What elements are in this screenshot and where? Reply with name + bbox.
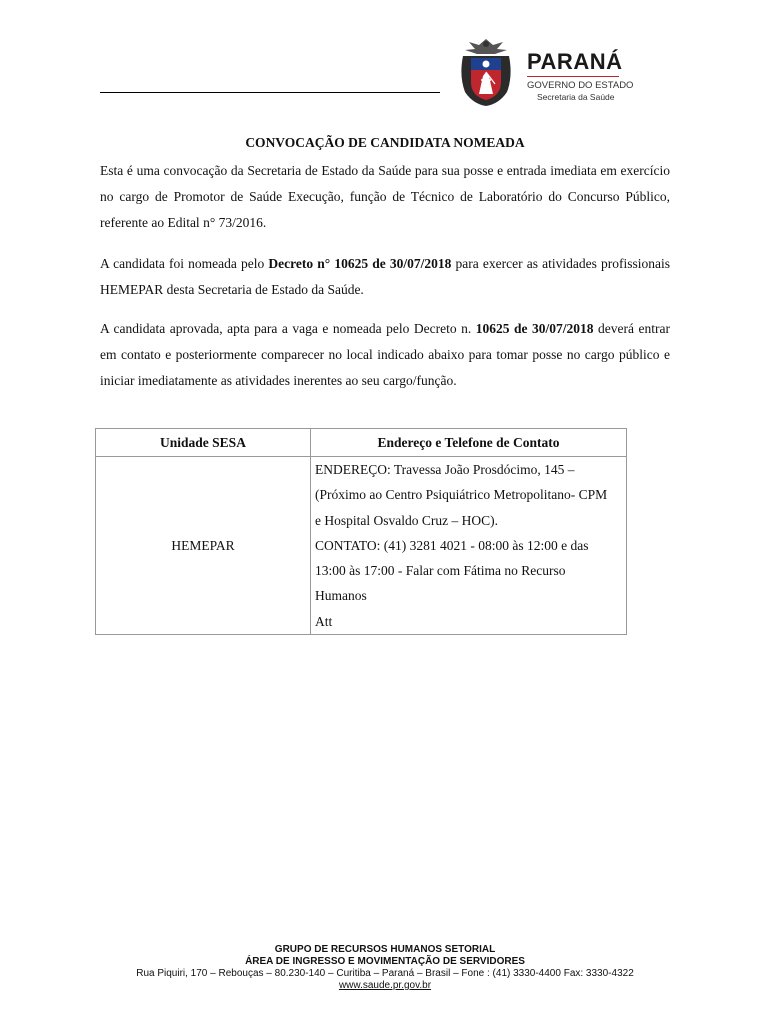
contact-line: CONTATO: (41) 3281 4021 - 08:00 às 12:00 e das [315, 537, 589, 553]
paragraph-instructions [100, 316, 670, 394]
decree-reference: 10625 de 30/07/2018 [475, 321, 594, 336]
table-row [96, 457, 627, 635]
parana-coat-of-arms-logo [455, 36, 517, 108]
table-header-row [96, 429, 627, 457]
address-line: e Hospital Osvaldo Cruz – HOC). [315, 512, 498, 528]
decree-reference: Decreto n° 10625 de 30/07/2018 [268, 256, 452, 271]
brand-government: GOVERNO DO ESTADO [527, 80, 634, 91]
paragraph-convocation: Esta é uma convocação da Secretaria de Estado da Saúde para sua posse e entrada imediata em exercício no cargo de Promotor de Saúde Execução, função de Técnico de Laboratório do Concurso Público, referente ao Edital n° 73/2016. [100, 163, 670, 230]
address-line: (Próximo ao Centro Psiquiátrico Metropolitano- CPM [315, 487, 608, 503]
footer-website-link[interactable]: www.saude.pr.gov.br [338, 980, 432, 991]
footer-address: Rua Piquiri, 170 – Rebouças – 80.230-140 – Curitiba – Paraná – Brasil – Fone : (41) 3330-4400 Fax: 3330-4322 [136, 968, 634, 979]
contact-table [95, 428, 627, 635]
footer-group: GRUPO DE RECURSOS HUMANOS SETORIAL [274, 944, 496, 955]
paragraph-text: A candidata foi nomeada pelo [100, 256, 269, 271]
column-header-unit: Unidade SESA [96, 429, 311, 457]
address-line: ENDEREÇO: Travessa João Prosdócimo, 145 – [315, 462, 575, 477]
contact-line: Humanos [315, 588, 367, 604]
page-footer [0, 944, 770, 992]
contact-line: 13:00 às 17:00 - Falar com Fátima no Recurso [315, 563, 566, 579]
brand-name: PARANÁ [527, 49, 623, 74]
closing-line: Att [315, 613, 333, 629]
unit-cell: HEMEPAR [96, 457, 311, 635]
paragraph-text: para exercer as atividades profissionais HEMEPAR desta Secretaria de Estado da Saúde. [100, 256, 670, 297]
document-title: CONVOCAÇÃO DE CANDIDATA NOMEADA [245, 135, 525, 150]
brand-block [527, 50, 633, 103]
brand-department: Secretaria da Saúde [537, 92, 615, 102]
paragraph-text: deverá entrar em contato e posteriormente comparecer no local indicado abaixo para tomar posse no cargo público e iniciar imediatamente as atividades inerentes ao seu cargo/função. [100, 321, 670, 388]
paragraph-nomination [100, 251, 670, 303]
brand-divider [527, 76, 619, 77]
address-cell [311, 457, 627, 635]
paragraph-text: A candidata aprovada, apta para a vaga e nomeada pelo Decreto n. [100, 321, 476, 336]
signature-line [100, 92, 440, 93]
column-header-contact: Endereço e Telefone de Contato [311, 429, 627, 457]
footer-area: ÁREA DE INGRESSO E MOVIMENTAÇÃO DE SERVIDORES [245, 956, 525, 967]
